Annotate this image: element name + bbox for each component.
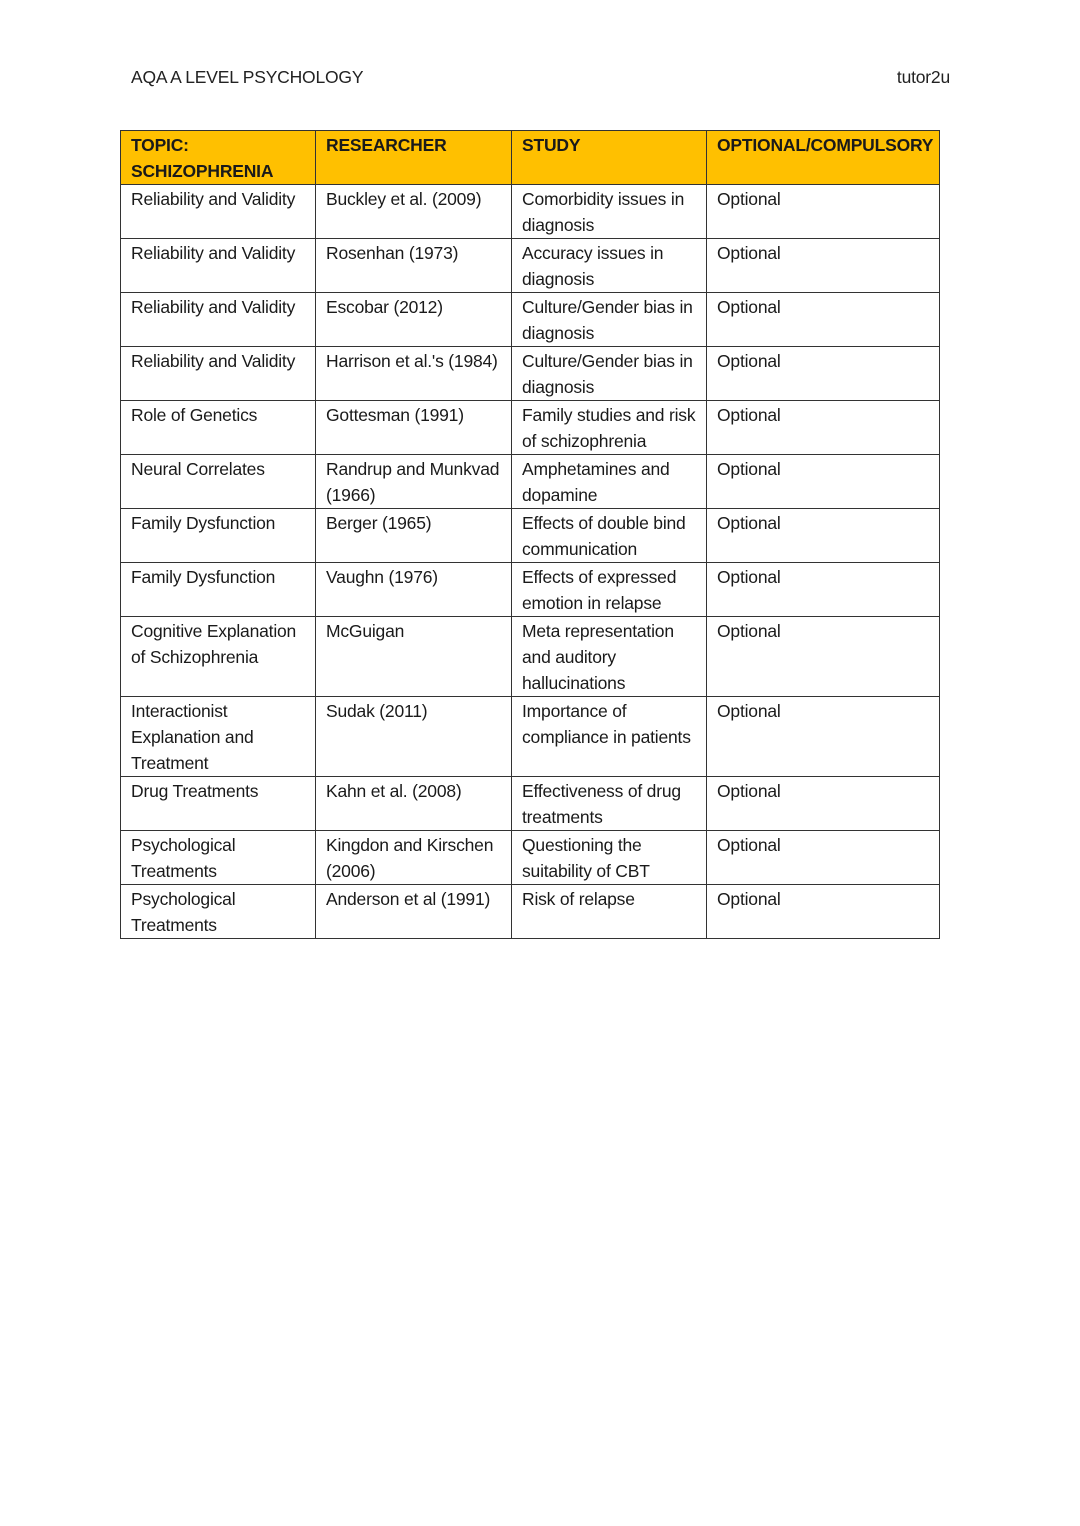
- researcher-cell: Gottesman (1991): [316, 401, 512, 455]
- topic-cell: Interactionist Explanation and Treatment: [121, 697, 316, 777]
- topic-cell: Psychological Treatments: [121, 831, 316, 885]
- page-header: [131, 64, 950, 90]
- status-cell: Optional: [707, 239, 940, 293]
- table-row: [121, 831, 940, 885]
- study-cell: Amphetamines and dopamine: [512, 455, 707, 509]
- study-cell: Risk of relapse: [512, 885, 707, 939]
- table-row: [121, 347, 940, 401]
- table-row: [121, 885, 940, 939]
- column-header-researcher: RESEARCHER: [316, 131, 512, 185]
- status-cell: Optional: [707, 401, 940, 455]
- topic-cell: Cognitive Explanation of Schizophrenia: [121, 617, 316, 697]
- status-cell: Optional: [707, 347, 940, 401]
- topic-cell: Role of Genetics: [121, 401, 316, 455]
- status-cell: Optional: [707, 831, 940, 885]
- topic-cell: Psychological Treatments: [121, 885, 316, 939]
- studies-table: [120, 130, 940, 939]
- table-row: [121, 293, 940, 347]
- column-header-status: OPTIONAL/COMPULSORY: [707, 131, 940, 185]
- table-row: [121, 563, 940, 617]
- topic-cell: Reliability and Validity: [121, 239, 316, 293]
- researcher-cell: Berger (1965): [316, 509, 512, 563]
- researcher-cell: Buckley et al. (2009): [316, 185, 512, 239]
- study-cell: Comorbidity issues in diagnosis: [512, 185, 707, 239]
- table-row: [121, 697, 940, 777]
- topic-cell: Neural Correlates: [121, 455, 316, 509]
- topic-cell: Family Dysfunction: [121, 509, 316, 563]
- status-cell: Optional: [707, 293, 940, 347]
- researcher-cell: Kahn et al. (2008): [316, 777, 512, 831]
- study-cell: Meta representation and auditory hallucinations: [512, 617, 707, 697]
- table-row: [121, 239, 940, 293]
- table-header-row: [121, 131, 940, 185]
- table-row: [121, 777, 940, 831]
- status-cell: Optional: [707, 455, 940, 509]
- column-header-study: STUDY: [512, 131, 707, 185]
- status-cell: Optional: [707, 697, 940, 777]
- publisher-name: tutor2u: [896, 66, 950, 87]
- table-row: [121, 617, 940, 697]
- status-cell: Optional: [707, 509, 940, 563]
- status-cell: Optional: [707, 563, 940, 617]
- researcher-cell: Vaughn (1976): [316, 563, 512, 617]
- researcher-cell: Anderson et al (1991): [316, 885, 512, 939]
- researcher-cell: Rosenhan (1973): [316, 239, 512, 293]
- study-cell: Questioning the suitability of CBT: [512, 831, 707, 885]
- status-cell: Optional: [707, 777, 940, 831]
- study-cell: Importance of compliance in patients: [512, 697, 707, 777]
- topic-cell: Drug Treatments: [121, 777, 316, 831]
- study-cell: Accuracy issues in diagnosis: [512, 239, 707, 293]
- study-cell: Effects of expressed emotion in relapse: [512, 563, 707, 617]
- topic-cell: Reliability and Validity: [121, 185, 316, 239]
- study-cell: Effects of double bind communication: [512, 509, 707, 563]
- table-row: [121, 401, 940, 455]
- topic-cell: Family Dysfunction: [121, 563, 316, 617]
- table-row: [121, 509, 940, 563]
- researcher-cell: McGuigan: [316, 617, 512, 697]
- status-cell: Optional: [707, 885, 940, 939]
- researcher-cell: Kingdon and Kirschen (2006): [316, 831, 512, 885]
- table-row: [121, 455, 940, 509]
- study-cell: Culture/Gender bias in diagnosis: [512, 293, 707, 347]
- researcher-cell: Escobar (2012): [316, 293, 512, 347]
- study-cell: Effectiveness of drug treatments: [512, 777, 707, 831]
- status-cell: Optional: [707, 617, 940, 697]
- study-cell: Culture/Gender bias in diagnosis: [512, 347, 707, 401]
- column-header-topic: TOPIC: SCHIZOPHRENIA: [121, 131, 316, 185]
- topic-cell: Reliability and Validity: [121, 293, 316, 347]
- table-row: [121, 185, 940, 239]
- researcher-cell: Sudak (2011): [316, 697, 512, 777]
- status-cell: Optional: [707, 185, 940, 239]
- researcher-cell: Harrison et al.'s (1984): [316, 347, 512, 401]
- researcher-cell: Randrup and Munkvad (1966): [316, 455, 512, 509]
- document-title: AQA A LEVEL PSYCHOLOGY: [131, 66, 364, 87]
- study-cell: Family studies and risk of schizophrenia: [512, 401, 707, 455]
- topic-cell: Reliability and Validity: [121, 347, 316, 401]
